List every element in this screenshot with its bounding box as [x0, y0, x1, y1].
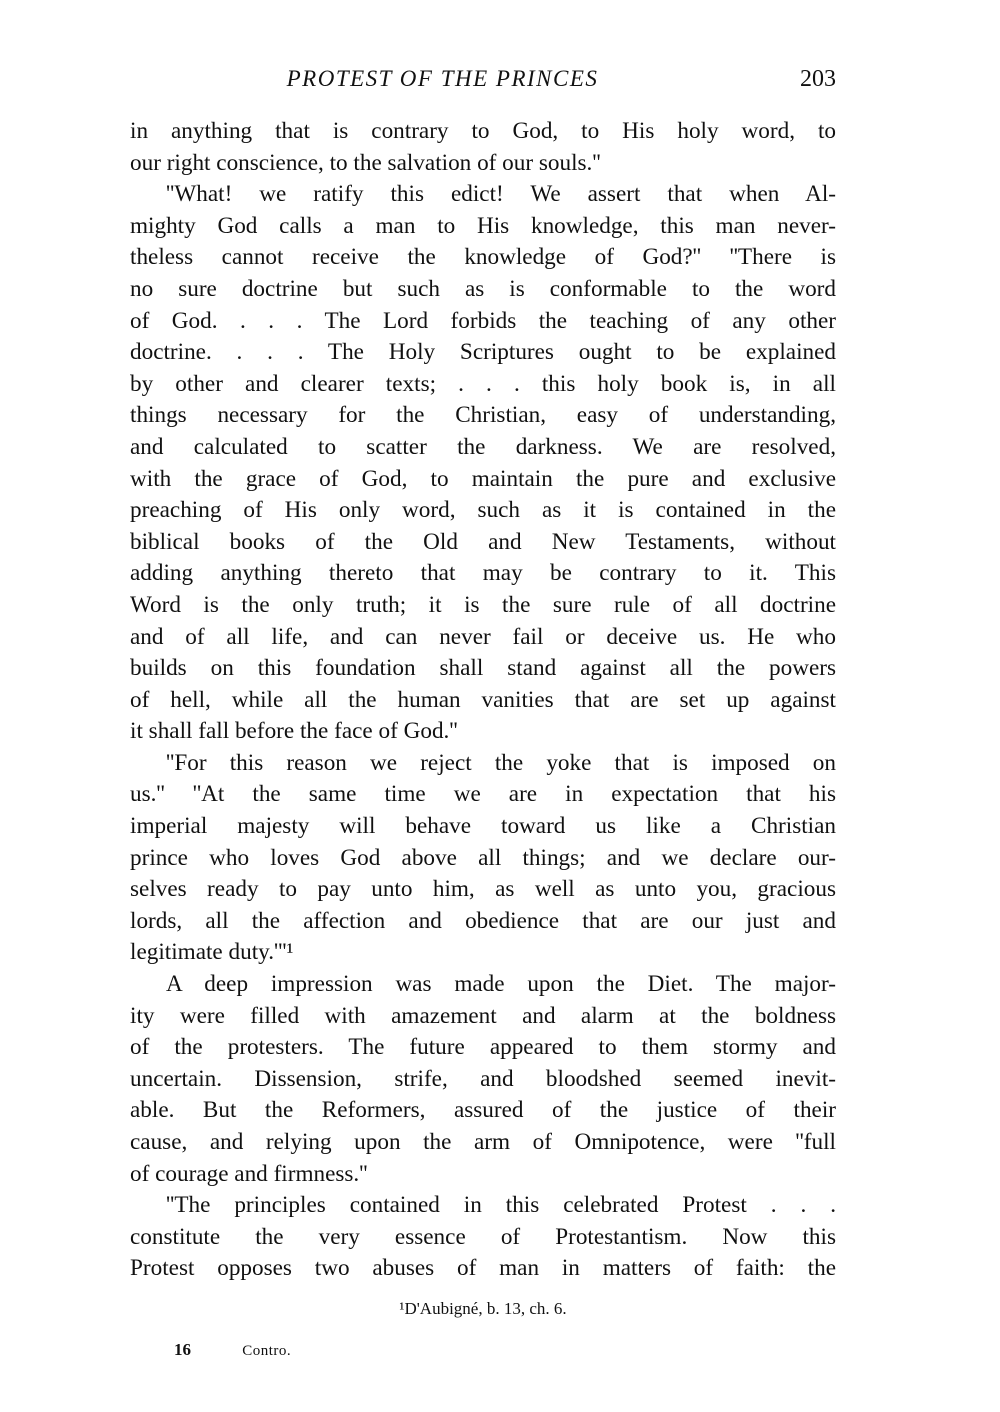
text-line: cause, and relying upon the arm of Omnipotence, were ''full	[130, 1129, 836, 1155]
text-line: of courage and firmness.''	[130, 1160, 368, 1187]
text-line: of hell, while all the human vanities that are set up against	[130, 686, 836, 713]
text-line: no sure doctrine but such as is conformable to the word	[130, 275, 836, 302]
page-number: 203	[800, 66, 836, 92]
text-line: of God. . . . The Lord forbids the teaching of any other	[130, 307, 836, 334]
text-line: lords, all the affection and obedience that are our just and	[130, 907, 836, 934]
text-line: ''The principles contained in this celebrated Protest . . .	[166, 1192, 836, 1219]
text-line: prince who loves God above all things; and we declare our-	[130, 844, 836, 871]
running-head	[130, 64, 836, 98]
signature-number: 16	[174, 1340, 191, 1359]
text-line: doctrine. . . . The Holy Scriptures ought to be explained	[130, 339, 836, 366]
text-line: things necessary for the Christian, easy of understanding,	[130, 402, 836, 429]
text-line: ''For this reason we reject the yoke that is imposed on	[166, 749, 836, 776]
paragraph-1	[130, 116, 836, 179]
text-line: adding anything thereto that may be contrary to it. This	[130, 560, 836, 587]
text-line: imperial majesty will behave toward us like a Christian	[130, 813, 836, 840]
footnote: ¹D'Aubigné, b. 13, ch. 6.	[399, 1299, 567, 1318]
paragraph-5	[130, 1190, 836, 1285]
text-line: and calculated to scatter the darkness. We are resolved,	[130, 433, 836, 460]
text-line: with the grace of God, to maintain the pure and exclusive	[130, 465, 836, 492]
paragraph-3	[130, 748, 836, 969]
text-line: builds on this foundation shall stand against all the powers	[130, 655, 836, 682]
text-line: mighty God calls a man to His knowledge, this man never-	[130, 212, 836, 239]
text-line: constitute the very essence of Protestantism. Now this	[130, 1223, 836, 1250]
text-line: by other and clearer texts; . . . this holy book is, in all	[130, 370, 836, 397]
text-line: able. But the Reformers, assured of the justice of their	[130, 1097, 836, 1124]
text-line: of the protesters. The future appeared to them stormy and	[130, 1034, 836, 1061]
body-text	[130, 116, 836, 1285]
running-title: PROTEST OF THE PRINCES	[286, 66, 599, 91]
text-line: selves ready to pay unto him, as well as unto you, gracious	[130, 876, 836, 903]
text-line: biblical books of the Old and New Testaments, without	[130, 528, 836, 555]
text-line: our right conscience, to the salvation of our souls.''	[130, 149, 601, 176]
text-line: ity were filled with amazement and alarm at the boldness	[130, 1002, 836, 1029]
printer-signature	[174, 1338, 291, 1363]
text-line: us.'' ''At the same time we are in expectation that his	[130, 781, 836, 808]
text-line: legitimate duty.'''¹	[130, 939, 294, 966]
text-line: Word is the only truth; it is the sure rule of all doctrine	[130, 591, 836, 618]
text-line: theless cannot receive the knowledge of God?'' ''There is	[130, 244, 836, 271]
text-line: it shall fall before the face of God.''	[130, 718, 458, 745]
paragraph-4	[130, 969, 836, 1190]
text-line: uncertain. Dissension, strife, and bloodshed seemed inevit-	[130, 1065, 836, 1092]
text-line: ''What! we ratify this edict! We assert that when Al-	[166, 181, 836, 208]
text-line: in anything that is contrary to God, to His holy word, to	[130, 118, 836, 144]
text-line: Protest opposes two abuses of man in matters of faith: the	[130, 1255, 836, 1282]
paragraph-2	[130, 179, 836, 748]
text-line: A deep impression was made upon the Diet. The major-	[166, 971, 836, 998]
signature-label: Contro.	[242, 1343, 292, 1359]
text-line: and of all life, and can never fail or deceive us. He who	[130, 623, 836, 650]
text-line: preaching of His only word, such as it is contained in the	[130, 497, 836, 524]
